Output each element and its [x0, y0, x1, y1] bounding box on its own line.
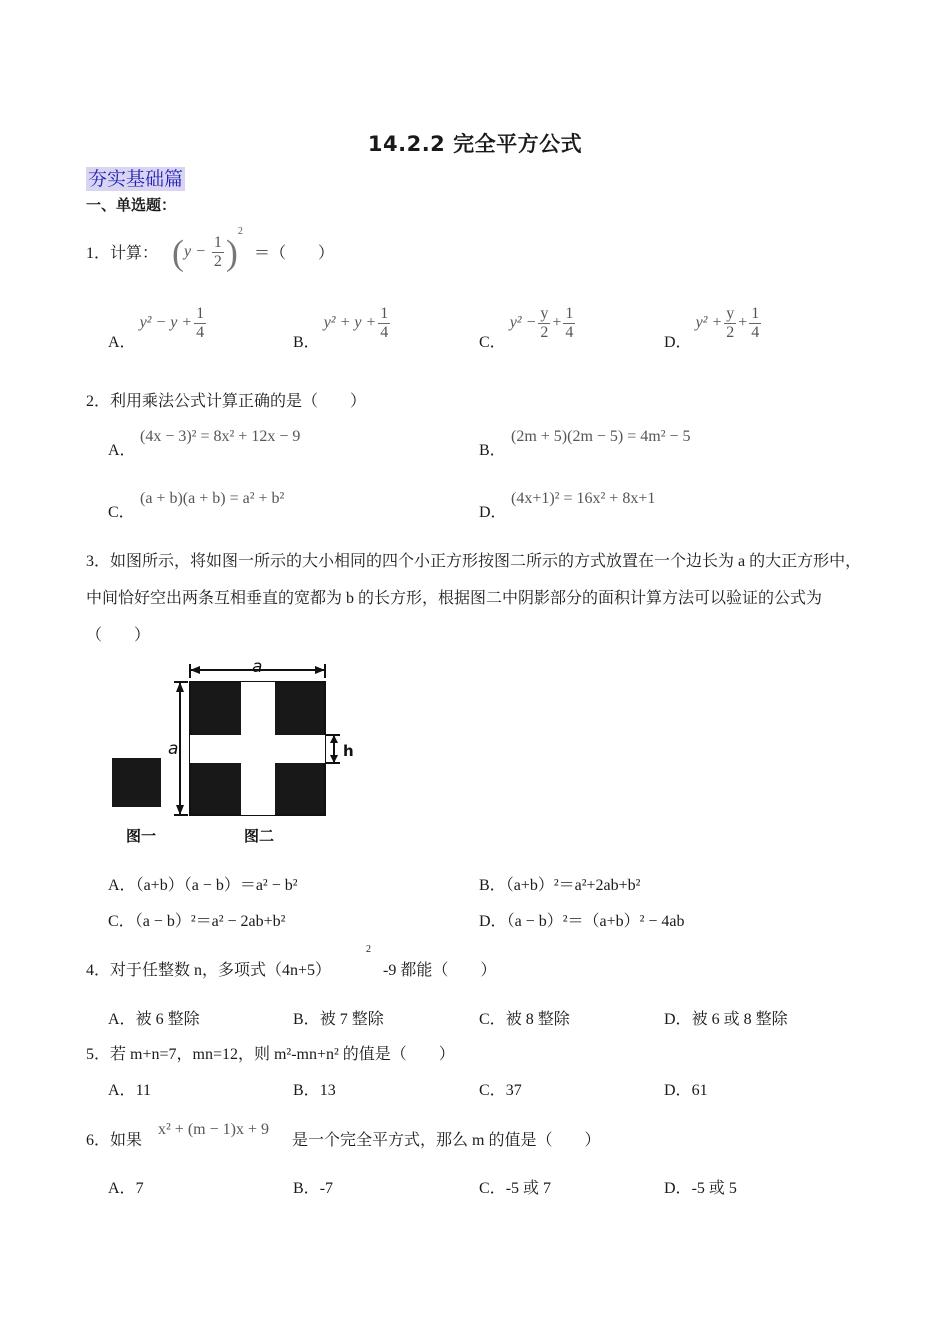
question-1-suffix: ＝（ ） [254, 245, 335, 262]
page-title: 14.2.2 完全平方公式 [367, 132, 583, 156]
option-label: B． [479, 877, 506, 894]
option-expr: （a − b）²＝（a+b）² − 4ab [506, 913, 685, 930]
frac-den: 2 [540, 324, 549, 341]
subsection-heading: 一、单选题： [86, 196, 177, 214]
q5-option-d[interactable] [664, 1081, 708, 1101]
option-expr: y² + [695, 314, 723, 332]
option-text: 61 [691, 1082, 708, 1099]
frac-den: 4 [565, 324, 574, 341]
frac-den: 4 [751, 324, 760, 341]
option-label: C． [479, 1180, 506, 1197]
option-text: 7 [135, 1180, 144, 1197]
question-3-figure [104, 654, 364, 854]
section-heading: 夯实基础篇 [88, 168, 184, 190]
question-5-stem: 5．若 m+n=7，mn=12，则 m²-mn+n² 的值是（ ） [86, 1046, 455, 1063]
frac-den: 2 [213, 252, 222, 270]
option-label: C． [479, 1011, 506, 1028]
q5-option-c[interactable] [479, 1081, 522, 1101]
frac-num: 1 [751, 305, 760, 322]
frac-num: 1 [196, 305, 205, 322]
option-expr: y² − y + [139, 314, 193, 332]
frac-den: 4 [196, 324, 205, 341]
frac-den: 2 [726, 324, 735, 341]
option-label: A． [108, 877, 136, 894]
expr-exponent: 2 [237, 226, 243, 237]
q4-option-d[interactable] [664, 1010, 788, 1030]
option-label: B． [479, 442, 506, 459]
option-expr: （a+b）（a − b）＝a² − b² [135, 877, 298, 894]
question-6-prefix: 6．如果 [86, 1132, 143, 1149]
q1-option-c[interactable] [479, 305, 577, 352]
option-expr: y² + y + [323, 314, 377, 332]
q1-option-b[interactable] [293, 305, 392, 352]
option-label: D． [664, 1082, 692, 1099]
option-op: + [552, 314, 562, 332]
frac-num: 1 [380, 305, 389, 322]
label-a-top: a [252, 657, 263, 677]
option-text: 被 6 整除 [135, 1011, 200, 1028]
q6-option-a[interactable] [108, 1179, 144, 1199]
q1-option-a[interactable] [108, 305, 208, 352]
q4-option-b[interactable] [293, 1010, 384, 1030]
option-label: A． [108, 1180, 136, 1197]
frac-num: y [726, 305, 735, 322]
frac-num: 1 [213, 233, 222, 251]
q2-option-b-expr: (2m + 5)(2m − 5) = 4m² − 5 [511, 428, 691, 445]
question-1-expression: (y − $\frac{1}{2}$ )$^2$ [172, 226, 243, 273]
option-label: D． [479, 913, 507, 930]
option-label: C． [479, 334, 506, 352]
option-label: B． [293, 1180, 320, 1197]
q6-option-b[interactable] [293, 1179, 333, 1199]
frac-num: y [540, 305, 549, 322]
option-text: -7 [319, 1180, 334, 1197]
option-label: B． [293, 1011, 320, 1028]
q3-option-c[interactable] [108, 912, 285, 932]
q2-option-b[interactable] [479, 441, 506, 461]
option-label: A． [108, 1011, 136, 1028]
question-1-prefix: 1．计算： [86, 245, 159, 262]
option-text: 37 [505, 1082, 522, 1099]
q2-option-d-expr: (4x+1)² = 16x² + 8x+1 [511, 490, 656, 507]
option-label: D． [479, 504, 507, 521]
option-label: A． [108, 442, 136, 459]
caption-figure-one: 图一 [126, 827, 157, 845]
frac-den: 4 [380, 324, 389, 341]
option-label: D． [664, 1180, 692, 1197]
vertical-strip [241, 682, 275, 815]
option-expr: （a − b）²＝a² − 2ab+b² [134, 913, 286, 930]
option-label: A． [108, 1082, 136, 1099]
option-label: C． [108, 913, 135, 930]
caption-figure-two: 图二 [244, 827, 275, 845]
q4-option-c[interactable] [479, 1010, 570, 1030]
question-2-stem: 2．利用乘法公式计算正确的是（ ） [86, 393, 367, 410]
q5-option-b[interactable] [293, 1081, 336, 1101]
option-label: D． [664, 334, 692, 352]
q4-option-a[interactable] [108, 1010, 200, 1030]
question-4-exponent: 2 [366, 944, 371, 955]
option-expr: （a+b）²＝a²+2ab+b² [505, 877, 641, 894]
q6-option-d[interactable] [664, 1179, 737, 1199]
option-text: 被 8 整除 [505, 1011, 570, 1028]
option-text: 11 [135, 1082, 151, 1099]
option-label: C． [108, 504, 135, 521]
option-text: 被 7 整除 [319, 1011, 384, 1028]
option-label: D． [664, 1011, 692, 1028]
question-3-stem: 3．如图所示，将如图一所示的大小相同的四个小正方形按图二所示的方式放置在一个边长为 a 的大正方形中，中间恰好空出两条互相垂直的宽都为 b 的长方形，根据图二中阴影部分的面积计算方法可以验证的公式为（ ） [86, 553, 862, 644]
q2-option-c[interactable] [108, 503, 135, 523]
option-label: B． [293, 1082, 320, 1099]
q2-option-d[interactable] [479, 503, 507, 523]
expr-base: y − [184, 243, 206, 260]
q6-option-c[interactable] [479, 1179, 551, 1199]
frac-num: 1 [565, 305, 574, 322]
q3-option-b[interactable] [479, 876, 640, 896]
option-text: 13 [319, 1082, 336, 1099]
q2-option-a[interactable] [108, 441, 136, 461]
label-a-left: a [168, 739, 179, 759]
option-text: -5 或 7 [505, 1180, 552, 1197]
q5-option-a[interactable] [108, 1081, 151, 1101]
option-label: B． [293, 334, 320, 352]
q3-option-d[interactable] [479, 912, 685, 932]
q3-option-a[interactable] [108, 876, 298, 896]
option-expr: y² − [509, 314, 537, 332]
option-label: C． [479, 1082, 506, 1099]
question-6-suffix: 是一个完全平方式，那么 m 的值是（ ） [292, 1132, 601, 1149]
option-text: 被 6 或 8 整除 [691, 1011, 788, 1028]
figure-one-square [112, 758, 161, 807]
option-text: -5 或 5 [691, 1180, 737, 1197]
option-op: + [738, 314, 748, 332]
label-h: h [343, 742, 354, 760]
question-4-stem-b: -9 都能（ ） [383, 962, 497, 979]
q1-option-d[interactable] [664, 305, 763, 352]
q2-option-a-expr: (4x − 3)² = 8x² + 12x − 9 [140, 428, 301, 445]
q2-option-c-expr: (a + b)(a + b) = a² + b² [140, 490, 285, 507]
option-label: A． [108, 334, 136, 352]
question-6-expression: x² + (m − 1)x + 9 [158, 1121, 269, 1138]
question-4-stem-a: 4．对于任整数 n，多项式（4n+5） [86, 962, 332, 979]
